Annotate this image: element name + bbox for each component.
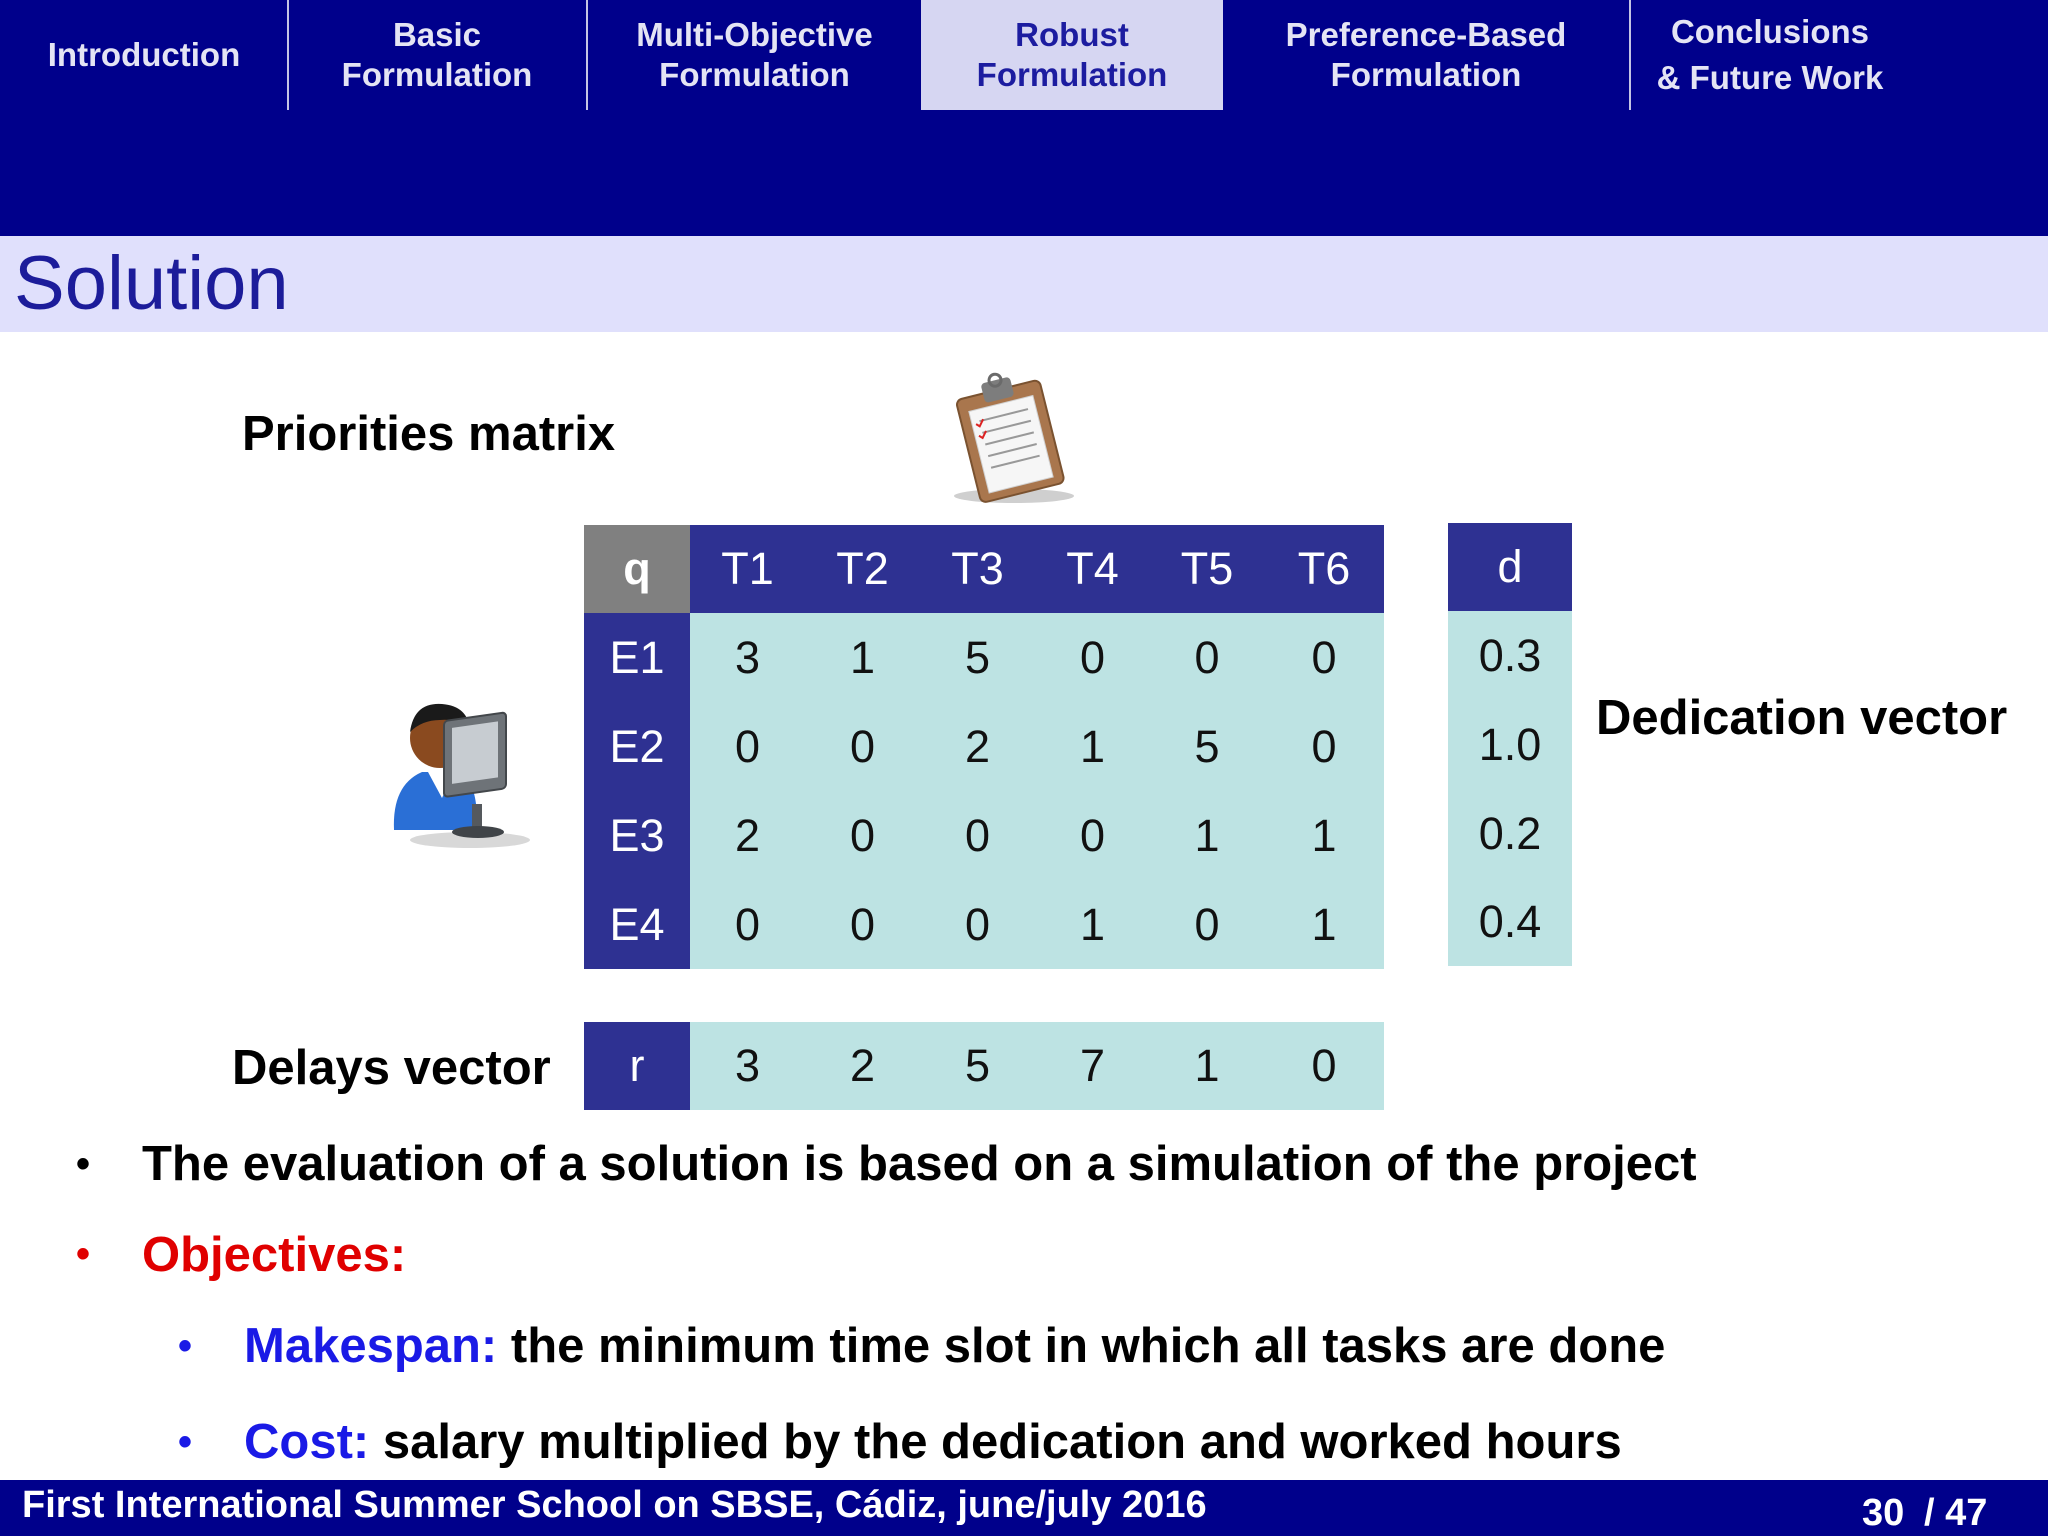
footer-page-total: / 47 xyxy=(1924,1492,1988,1534)
tab-introduction[interactable] xyxy=(0,0,288,110)
bullet-cost xyxy=(244,1414,1622,1470)
matrix-cell: 0 xyxy=(690,702,805,791)
matrix-cell: 0 xyxy=(1150,880,1264,969)
delays-cell: 5 xyxy=(920,1022,1035,1110)
matrix-cell: 0 xyxy=(805,880,920,969)
bullet-makespan xyxy=(244,1318,1665,1374)
matrix-cell: 2 xyxy=(690,791,805,880)
matrix-column-header: T5 xyxy=(1150,525,1264,613)
matrix-cell: 0 xyxy=(1035,613,1150,702)
matrix-cell: 1 xyxy=(1035,880,1150,969)
delays-cell: 0 xyxy=(1264,1022,1384,1110)
tab-basic-formulation[interactable] xyxy=(289,0,585,110)
makespan-text: the minimum time slot in which all tasks are done xyxy=(510,1319,1666,1373)
matrix-column-header: T6 xyxy=(1264,525,1384,613)
cost-term: Cost: xyxy=(244,1415,370,1469)
delays-vector-label: Delays vector xyxy=(232,1041,551,1095)
matrix-row-header: E2 xyxy=(584,702,690,791)
tab-label: Multi-Objective xyxy=(636,16,873,53)
matrix-cell: 2 xyxy=(920,702,1035,791)
tab-label: Formulation xyxy=(341,56,533,93)
matrix-cell: 1 xyxy=(1264,791,1384,880)
matrix-cell: 1 xyxy=(1150,791,1264,880)
delays-cell: 7 xyxy=(1035,1022,1150,1110)
matrix-cell: 1 xyxy=(1035,702,1150,791)
footer-page-current: 30 xyxy=(1862,1492,1905,1534)
tab-conclusions-future-work[interactable] xyxy=(1631,0,1909,110)
tab-label: Formulation xyxy=(1330,56,1522,93)
tab-label: Introduction xyxy=(47,36,241,73)
tab-multi-objective-formulation[interactable] xyxy=(588,0,921,110)
matrix-cell: 0 xyxy=(805,791,920,880)
tab-label: Formulation xyxy=(976,56,1168,93)
footer-event: First International Summer School on SBSE, Cádiz, june/july 2016 xyxy=(22,1484,1207,1526)
tab-preference-based-formulation[interactable] xyxy=(1223,0,1629,110)
tab-label: & Future Work xyxy=(1656,59,1884,96)
tab-label: Basic xyxy=(392,16,482,53)
user-computer-icon xyxy=(380,680,540,850)
matrix-cell: 0 xyxy=(1264,613,1384,702)
matrix-cell: 5 xyxy=(1150,702,1264,791)
delays-cell: 3 xyxy=(690,1022,805,1110)
dedication-cell: 0.3 xyxy=(1448,611,1572,700)
section-nav xyxy=(0,0,2048,236)
dedication-cell: 1.0 xyxy=(1448,700,1572,789)
delays-cell: 1 xyxy=(1150,1022,1264,1110)
matrix-column-header: T3 xyxy=(920,525,1035,613)
sub-bullet-dot: • xyxy=(178,1420,193,1464)
bullet-dot: • xyxy=(76,1142,91,1186)
bullet-objectives: Objectives: xyxy=(142,1228,407,1282)
matrix-cell: 0 xyxy=(690,880,805,969)
matrix-corner-cell: q xyxy=(584,525,690,613)
matrix-cell: 0 xyxy=(1150,613,1264,702)
matrix-cell: 0 xyxy=(920,880,1035,969)
bullet-evaluation: The evaluation of a solution is based on a simulation of the project xyxy=(142,1137,1697,1191)
delays-cell: 2 xyxy=(805,1022,920,1110)
matrix-cell: 0 xyxy=(1264,702,1384,791)
matrix-cell: 0 xyxy=(1035,791,1150,880)
matrix-row-header: E4 xyxy=(584,880,690,969)
matrix-column-header: T2 xyxy=(805,525,920,613)
matrix-cell: 1 xyxy=(1264,880,1384,969)
delays-header: r xyxy=(584,1022,690,1110)
dedication-header: d xyxy=(1448,523,1572,611)
tab-label: Preference-Based xyxy=(1285,16,1567,53)
tab-label: Formulation xyxy=(659,56,850,93)
title-band xyxy=(0,236,2048,332)
tab-robust-formulation[interactable] xyxy=(921,0,1223,110)
makespan-term: Makespan: xyxy=(244,1319,498,1373)
matrix-column-header: T4 xyxy=(1035,525,1150,613)
matrix-row-header: E1 xyxy=(584,613,690,702)
clipboard-icon xyxy=(936,366,1086,506)
dedication-vector-label: Dedication vector xyxy=(1596,691,2008,745)
tab-label: Conclusions xyxy=(1670,13,1869,50)
matrix-cell: 5 xyxy=(920,613,1035,702)
dedication-cell: 0.4 xyxy=(1448,878,1572,966)
matrix-cell: 0 xyxy=(920,791,1035,880)
matrix-cell: 1 xyxy=(805,613,920,702)
priorities-matrix-label: Priorities matrix xyxy=(242,407,616,461)
tab-label: Robust xyxy=(1015,16,1129,53)
matrix-cell: 3 xyxy=(690,613,805,702)
matrix-column-header: T1 xyxy=(690,525,805,613)
bullet-dot: • xyxy=(76,1232,91,1276)
dedication-cell: 0.2 xyxy=(1448,789,1572,878)
matrix-cell: 0 xyxy=(805,702,920,791)
slide-title: Solution xyxy=(14,241,289,326)
cost-text: salary multiplied by the dedication and worked hours xyxy=(382,1415,1622,1469)
sub-bullet-dot: • xyxy=(178,1324,193,1368)
matrix-row-header: E3 xyxy=(584,791,690,880)
